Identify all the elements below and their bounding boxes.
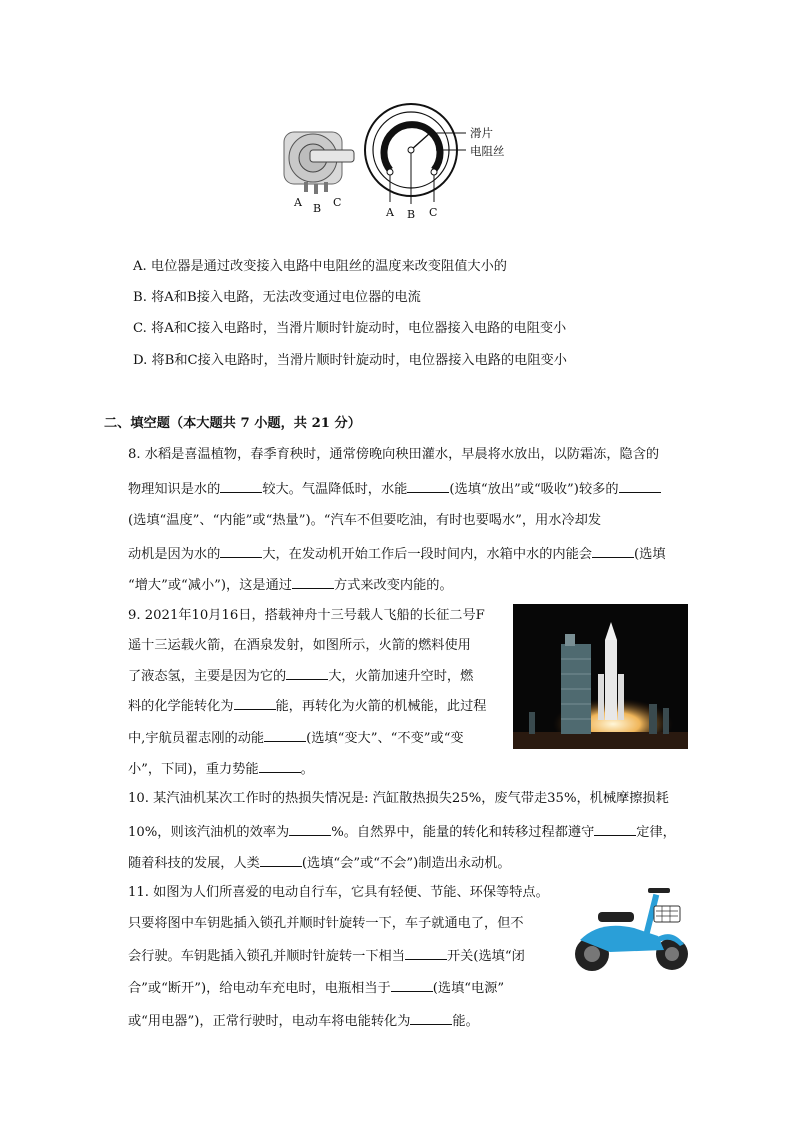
q8-line5 — [128, 574, 453, 596]
electric-scooter-drawing — [570, 884, 692, 976]
q11-text: 能。 — [452, 1014, 479, 1029]
answer-blank[interactable] — [594, 821, 636, 836]
q8-line2 — [128, 478, 661, 500]
q9-line5 — [128, 727, 464, 749]
q10-line2 — [128, 821, 676, 843]
q9-text: 。 — [300, 762, 314, 777]
answer-blank[interactable] — [592, 543, 634, 558]
q8-line3: (选填“温度”、“内能”或“热量”)。“汽车不但要吃油，有时也要喝水”，用水冷却发 — [128, 513, 602, 528]
answer-blank[interactable] — [220, 478, 262, 493]
q9-line4 — [128, 695, 487, 717]
q9-line2: 遥十三运载火箭，在酒泉发射，如图所示，火箭的燃料使用 — [128, 638, 471, 653]
answer-blank[interactable] — [260, 852, 302, 867]
q11-line5 — [128, 1010, 479, 1032]
section-heading: 二、填空题（本大题共 7 小题，共 21 分） — [104, 416, 361, 431]
slider-label: 滑片 — [470, 126, 493, 140]
q10-text: (选填“会”或“不会”)制造出永动机。 — [301, 856, 511, 871]
diagram-terminal-b: B — [407, 208, 416, 221]
answer-blank[interactable] — [220, 543, 262, 558]
q7-option-b: B. 将A和B接入电路，无法改变通过电位器的电流 — [133, 290, 421, 305]
potentiometer-diagram — [365, 104, 466, 204]
q11-text: (选填“电源” — [432, 981, 505, 996]
answer-blank[interactable] — [391, 977, 433, 992]
photo-terminal-c: C — [333, 196, 342, 209]
electric-bike-image — [570, 884, 692, 976]
q9-text: 能，再转化为火箭的机械能，此过程 — [275, 699, 487, 714]
q9-text: 中,宇航员翟志刚的动能 — [128, 731, 265, 746]
answer-blank[interactable] — [410, 1010, 452, 1025]
q10-line3 — [128, 852, 511, 874]
potentiometer-photo — [284, 132, 354, 194]
q9-text: (选填“变大”、“不变”或“变 — [306, 731, 464, 746]
resistance-wire-label: 电阻丝 — [470, 144, 505, 158]
photo-terminal-b: B — [313, 202, 322, 215]
q11-line4 — [128, 977, 504, 999]
q7-option-d: D. 将B和C接入电路时，当滑片顺时针旋动时，电位器接入电路的电阻变小 — [133, 353, 567, 368]
q9-text: 了液态氢，主要是因为它的 — [128, 669, 287, 684]
q8-text: 方式来改变内能的。 — [334, 578, 453, 593]
q9-text: 料的化学能转化为 — [128, 699, 234, 714]
q11-text: 合”或“断开”)，给电动车充电时，电瓶相当于 — [128, 981, 391, 996]
answer-blank[interactable] — [264, 727, 306, 742]
q10-text: 10%，则该汽油机的效率为 — [128, 825, 290, 840]
photo-terminal-a: A — [294, 196, 302, 209]
q9-line6 — [128, 758, 314, 780]
potentiometer-figure — [278, 100, 528, 225]
answer-blank[interactable] — [407, 478, 449, 493]
q7-option-c: C. 将A和C接入电路时，当滑片顺时针旋动时，电位器接入电路的电阻变小 — [133, 321, 567, 336]
q11-text: 或“用电器”)，正常行驶时，电动车将电能转化为 — [128, 1014, 411, 1029]
q10-text: 定律， — [636, 825, 676, 840]
q8-text: 较大。气温降低时，水能 — [262, 482, 408, 497]
q7-option-a: A. 电位器是通过改变接入电路中电阻丝的温度来改变阻值大小的 — [133, 259, 507, 274]
q9-line1: 9. 2021年10月16日，搭载神舟十三号载人飞船的长征二号F — [128, 608, 485, 623]
q8-line1: 8. 水稻是喜温植物，春季育秧时，通常傍晚向秧田灌水，早晨将水放出，以防霜冻，隐含的 — [128, 447, 660, 462]
diagram-terminal-c: C — [429, 206, 438, 219]
rocket-launch-image — [513, 604, 688, 749]
q8-text: “增大”或“减小”)，这是通过 — [128, 578, 292, 593]
q9-line3 — [128, 665, 473, 687]
q11-line1: 11. 如图为人们所喜爱的电动自行车，它具有轻便、节能、环保等特点。 — [128, 885, 549, 900]
q10-line1: 10. 某汽油机某次工作时的热损失情况是: 汽缸散热损失25%，废气带走35%，机械摩擦损耗 — [128, 791, 669, 806]
answer-blank[interactable] — [292, 574, 334, 589]
answer-blank[interactable] — [259, 758, 301, 773]
q8-text: (选填“放出”或“吸收”)较多的 — [449, 482, 619, 497]
answer-blank[interactable] — [289, 821, 331, 836]
rocket-launch-photo — [513, 604, 688, 749]
answer-blank[interactable] — [619, 478, 661, 493]
q11-line3 — [128, 945, 525, 967]
answer-blank[interactable] — [286, 665, 328, 680]
q10-text: %。自然界中，能量的转化和转移过程都遵守 — [331, 825, 595, 840]
q8-text: (选填 — [634, 547, 666, 562]
q8-text: 大，在发动机开始工作后一段时间内，水箱中水的内能会 — [262, 547, 592, 562]
answer-blank[interactable] — [234, 695, 276, 710]
q11-text: 会行驶。车钥匙插入锁孔并顺时针旋转一下相当 — [128, 949, 405, 964]
diagram-terminal-a: A — [386, 206, 394, 219]
q11-line2: 只要将图中车钥匙插入锁孔并顺时针旋转一下，车子就通电了，但不 — [128, 916, 524, 931]
q11-text: 开关(选填“闭 — [446, 949, 525, 964]
q8-line4 — [128, 543, 666, 565]
q9-text: 大，火箭加速升空时，燃 — [328, 669, 474, 684]
q10-text: 随着科技的发展，人类 — [128, 856, 260, 871]
q8-text: 物理知识是水的 — [128, 482, 221, 497]
q8-text: 动机是因为水的 — [128, 547, 221, 562]
answer-blank[interactable] — [405, 945, 447, 960]
q9-text: 小”，下同)，重力势能 — [128, 762, 259, 777]
